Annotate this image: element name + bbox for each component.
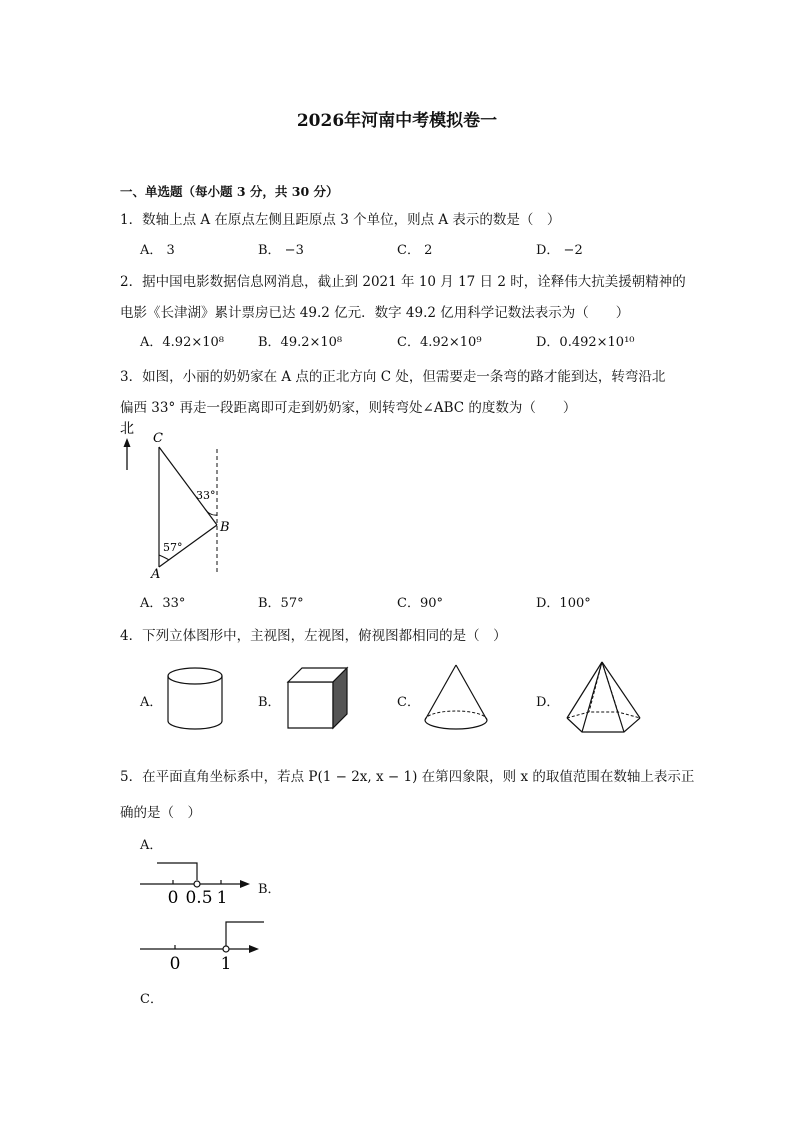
question-1-text: 1．数轴上点 A 在原点左侧且距原点 3 个单位，则点 A 表示的数是（ ） <box>120 212 561 228</box>
q2-option-d[interactable]: D．0.492×10¹⁰ <box>536 335 635 350</box>
north-label: 北 <box>120 421 134 437</box>
q4-option-a[interactable]: A． <box>140 695 163 710</box>
tick-label-0: 0 <box>169 954 181 972</box>
cube-icon <box>286 666 352 732</box>
question-4-text: 4．下列立体图形中，主视图，左视图，俯视图都相同的是（ ） <box>120 628 507 644</box>
q3-option-c[interactable]: C．90° <box>397 596 443 611</box>
segment-cb <box>159 447 217 525</box>
question-3-line1: 3．如图，小丽的奶奶家在 A 点的正北方向 C 处，但需要走一条弯的路才能到达，转弯沿北 <box>120 369 666 385</box>
q4-option-c[interactable]: C． <box>397 695 420 710</box>
arrow-right-icon <box>249 945 259 953</box>
angle-a-arc <box>159 555 169 560</box>
tick-label-0-5: 0.5 <box>185 888 213 908</box>
question-2-line2: 电影《长津湖》累计票房已达 49.2 亿元．数字 49.2 亿用科学记数法表示为（ ） <box>120 305 630 321</box>
question-5-line1: 5．在平面直角坐标系中，若点 P(1 − 2x, x − 1) 在第四象限，则 x 的取值范围在数轴上表示正 <box>120 769 695 785</box>
tick-label-1: 1 <box>220 954 232 972</box>
angle-33-label: 33° <box>196 489 216 502</box>
tick-label-1: 1 <box>216 888 228 908</box>
cylinder-icon <box>164 664 226 734</box>
q4-option-d[interactable]: D． <box>536 695 560 710</box>
angle-57-label: 57° <box>163 541 183 554</box>
q4-option-b[interactable]: B． <box>258 695 281 710</box>
section-heading: 一、单选题（每小题 3 分，共 30 分） <box>120 184 339 199</box>
q2-option-a[interactable]: A．4.92×10⁸ <box>140 335 224 350</box>
cone-icon <box>422 663 490 735</box>
page-title: 2026年河南中考模拟卷一 <box>296 111 498 131</box>
q1-option-b[interactable]: B． −3 <box>258 243 304 258</box>
q3-option-a[interactable]: A．33° <box>140 596 186 611</box>
q5-option-a-label[interactable]: A． <box>140 838 163 853</box>
q2-option-c[interactable]: C．4.92×10⁹ <box>397 335 482 350</box>
q3-option-d[interactable]: D．100° <box>536 596 591 611</box>
question-2-line1: 2．据中国电影数据信息网消息，截止到 2021 年 10 月 17 日 2 时，诠释伟大抗美援朝精神的 <box>120 274 686 290</box>
question-5-line2: 确的是（ ） <box>120 805 201 821</box>
open-circle-icon <box>194 881 200 887</box>
north-arrow-head-icon <box>124 438 131 447</box>
number-line-b <box>138 916 268 972</box>
question-3-line2: 偏西 33° 再走一段距离即可走到奶奶家，则转弯处∠ABC 的度数为（ ） <box>120 400 577 416</box>
q1-option-a[interactable]: A． 3 <box>140 243 175 258</box>
number-line-a <box>138 856 254 908</box>
pyramid-icon <box>564 660 644 736</box>
point-b-label: B <box>220 520 230 535</box>
tick-label-0: 0 <box>167 888 179 908</box>
q5-option-c-label[interactable]: C． <box>140 992 163 1007</box>
q2-option-b[interactable]: B．49.2×10⁸ <box>258 335 343 350</box>
q1-option-c[interactable]: C． 2 <box>397 243 433 258</box>
open-circle-icon <box>223 946 229 952</box>
arrow-right-icon <box>240 880 250 888</box>
q1-option-d[interactable]: D． −2 <box>536 243 583 258</box>
q3-option-b[interactable]: B．57° <box>258 596 304 611</box>
point-a-label: A <box>151 567 161 582</box>
point-c-label: C <box>153 431 163 446</box>
q5-option-b-label[interactable]: B． <box>258 882 281 897</box>
direction-figure <box>114 418 244 584</box>
